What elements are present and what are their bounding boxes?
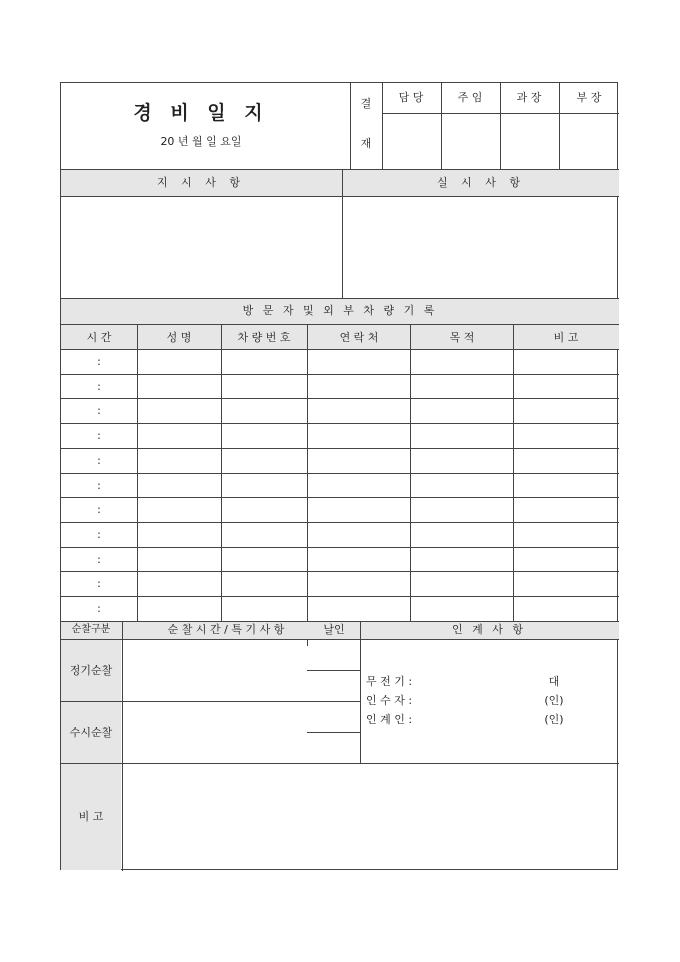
approver-chief: 주 임 (457, 91, 483, 104)
random-patrol-label: 수시순찰 (69, 726, 113, 739)
table-row (61, 498, 619, 522)
remarks-label: 비 고 (78, 810, 104, 823)
col-patrol-time-notes: 순 찰 시 간 / 특 기 사 항 (167, 623, 285, 636)
execution-area[interactable] (343, 197, 618, 297)
visitor-cell-purpose[interactable] (411, 498, 512, 522)
visitor-cell-contact[interactable] (308, 572, 409, 596)
regular-patrol-notes[interactable] (123, 640, 306, 700)
visitor-cell-plate[interactable] (222, 548, 306, 572)
time-separator: : (97, 577, 101, 591)
signature-box-dept-head[interactable] (560, 114, 618, 169)
remarks-area[interactable] (123, 764, 618, 870)
table-row (61, 399, 619, 423)
directive-area[interactable] (62, 197, 341, 297)
col-note: 비 고 (553, 331, 579, 344)
time-separator: : (97, 503, 101, 517)
visitor-cell-name[interactable] (138, 449, 220, 473)
receiver-label: 인 수 자 : (366, 694, 413, 707)
table-row (61, 597, 619, 621)
col-plate: 차 량 번 호 (237, 331, 291, 344)
approval-label-bottom: 재 (360, 137, 372, 150)
col-handover: 인 계 사 항 (452, 623, 526, 636)
visitor-cell-name[interactable] (138, 498, 220, 522)
visitor-cell-time[interactable] (62, 572, 136, 596)
visitor-cell-note[interactable] (514, 572, 618, 596)
visitor-cell-note[interactable] (514, 350, 618, 374)
seal-box-3[interactable] (308, 702, 359, 731)
visitor-cell-purpose[interactable] (411, 449, 512, 473)
visitor-cell-time[interactable] (62, 449, 136, 473)
visitor-cell-name[interactable] (138, 375, 220, 399)
visitor-cell-purpose[interactable] (411, 523, 512, 547)
directive-header: 지 시 사 항 (157, 176, 245, 189)
security-log-form (60, 82, 618, 870)
time-separator: : (97, 602, 101, 615)
date-line: 20 년 월 일 요일 (160, 135, 242, 148)
visitor-cell-purpose[interactable] (411, 375, 512, 399)
col-time: 시 간 (86, 331, 112, 344)
signature-box-section-head[interactable] (501, 114, 558, 169)
visitor-cell-plate[interactable] (222, 474, 306, 498)
handover-seal: (인) (544, 713, 564, 726)
approver-dept-head: 부 장 (576, 91, 602, 104)
time-separator: : (97, 453, 101, 467)
col-contact: 연 락 처 (339, 331, 379, 344)
visitor-cell-name[interactable] (138, 548, 220, 572)
visitor-cell-contact[interactable] (308, 399, 409, 423)
col-seal: 날인 (323, 623, 345, 636)
visitor-cell-note[interactable] (514, 474, 618, 498)
time-separator: : (97, 429, 101, 443)
visitor-cell-plate[interactable] (222, 350, 306, 374)
seal-box-1[interactable] (308, 640, 359, 669)
time-separator: : (97, 379, 101, 393)
visitor-cell-contact[interactable] (308, 424, 409, 448)
visitor-cell-purpose[interactable] (411, 597, 512, 621)
visitor-cell-contact[interactable] (308, 498, 409, 522)
visitor-cell-name[interactable] (138, 350, 220, 374)
visitor-cell-time[interactable] (62, 424, 136, 448)
col-purpose: 목 적 (449, 331, 475, 344)
time-separator: : (97, 552, 101, 566)
approval-label-top: 결 (360, 97, 372, 110)
approver-section-head: 과 장 (516, 91, 542, 104)
form-title: 경 비 일 지 (133, 102, 269, 124)
radio-unit: 대 (548, 675, 560, 688)
execution-header: 실 시 사 항 (437, 176, 525, 189)
visitor-cell-time[interactable] (62, 523, 136, 547)
visitor-cell-note[interactable] (514, 597, 618, 621)
visitor-cell-plate[interactable] (222, 597, 306, 621)
visitor-cell-time[interactable] (62, 548, 136, 572)
approver-staff: 담 당 (398, 91, 424, 104)
visitor-cell-name[interactable] (138, 597, 220, 621)
visitor-cell-name[interactable] (138, 572, 220, 596)
visitor-cell-time[interactable] (62, 375, 136, 399)
visitor-cell-note[interactable] (514, 424, 618, 448)
visitor-cell-plate[interactable] (222, 498, 306, 522)
visitor-cell-purpose[interactable] (411, 572, 512, 596)
visitor-cell-contact[interactable] (308, 548, 409, 572)
visitor-cell-note[interactable] (514, 523, 618, 547)
table-row (61, 449, 619, 473)
visitor-cell-plate[interactable] (222, 424, 306, 448)
table-row (61, 474, 619, 498)
time-separator: : (97, 355, 101, 368)
visitor-cell-note[interactable] (514, 399, 618, 423)
table-row (61, 424, 619, 448)
visitor-cell-name[interactable] (138, 523, 220, 547)
visitor-cell-purpose[interactable] (411, 548, 512, 572)
visitor-cell-contact[interactable] (308, 375, 409, 399)
signature-box-staff[interactable] (383, 114, 440, 169)
visitor-cell-note[interactable] (514, 449, 618, 473)
visitor-cell-time[interactable] (62, 399, 136, 423)
regular-patrol-label: 정기순찰 (69, 664, 113, 677)
time-separator: : (97, 527, 101, 541)
visitor-cell-plate[interactable] (222, 399, 306, 423)
table-row (61, 375, 619, 399)
visitor-cell-contact[interactable] (308, 449, 409, 473)
visitor-cell-note[interactable] (514, 375, 618, 399)
visitor-cell-name[interactable] (138, 474, 220, 498)
signature-box-chief[interactable] (442, 114, 499, 169)
random-patrol-notes[interactable] (123, 702, 306, 763)
visitor-cell-time[interactable] (62, 597, 136, 621)
table-row (61, 572, 619, 596)
visitor-cell-plate[interactable] (222, 375, 306, 399)
table-row (61, 350, 619, 374)
visitor-cell-time[interactable] (62, 498, 136, 522)
visitor-cell-contact[interactable] (308, 523, 409, 547)
visitor-cell-time[interactable] (62, 474, 136, 498)
visitor-cell-contact[interactable] (308, 474, 409, 498)
visitor-log-title: 방 문 자 및 외 부 차 량 기 록 (242, 304, 438, 317)
radio-label: 무 전 기 : (366, 675, 413, 688)
seal-box-2[interactable] (308, 671, 359, 700)
visitor-cell-plate[interactable] (222, 449, 306, 473)
visitor-cell-note[interactable] (514, 498, 618, 522)
visitor-cell-plate[interactable] (222, 523, 306, 547)
visitor-cell-plate[interactable] (222, 572, 306, 596)
visitor-cell-purpose[interactable] (411, 350, 512, 374)
table-row (61, 523, 619, 547)
seal-box-4[interactable] (308, 733, 359, 763)
visitor-cell-purpose[interactable] (411, 424, 512, 448)
time-separator: : (97, 478, 101, 492)
handover-label: 인 계 인 : (366, 713, 413, 726)
visitor-cell-contact[interactable] (308, 597, 409, 621)
visitor-cell-purpose[interactable] (411, 399, 512, 423)
col-name: 성 명 (166, 331, 192, 344)
visitor-cell-purpose[interactable] (411, 474, 512, 498)
visitor-cell-note[interactable] (514, 548, 618, 572)
table-row (61, 548, 619, 572)
time-separator: : (97, 404, 101, 418)
visitor-cell-contact[interactable] (308, 350, 409, 374)
visitor-cell-name[interactable] (138, 399, 220, 423)
visitor-cell-time[interactable] (62, 350, 136, 374)
col-patrol-category: 순찰구분 (71, 624, 111, 635)
visitor-cell-name[interactable] (138, 424, 220, 448)
receiver-seal: (인) (544, 694, 564, 707)
